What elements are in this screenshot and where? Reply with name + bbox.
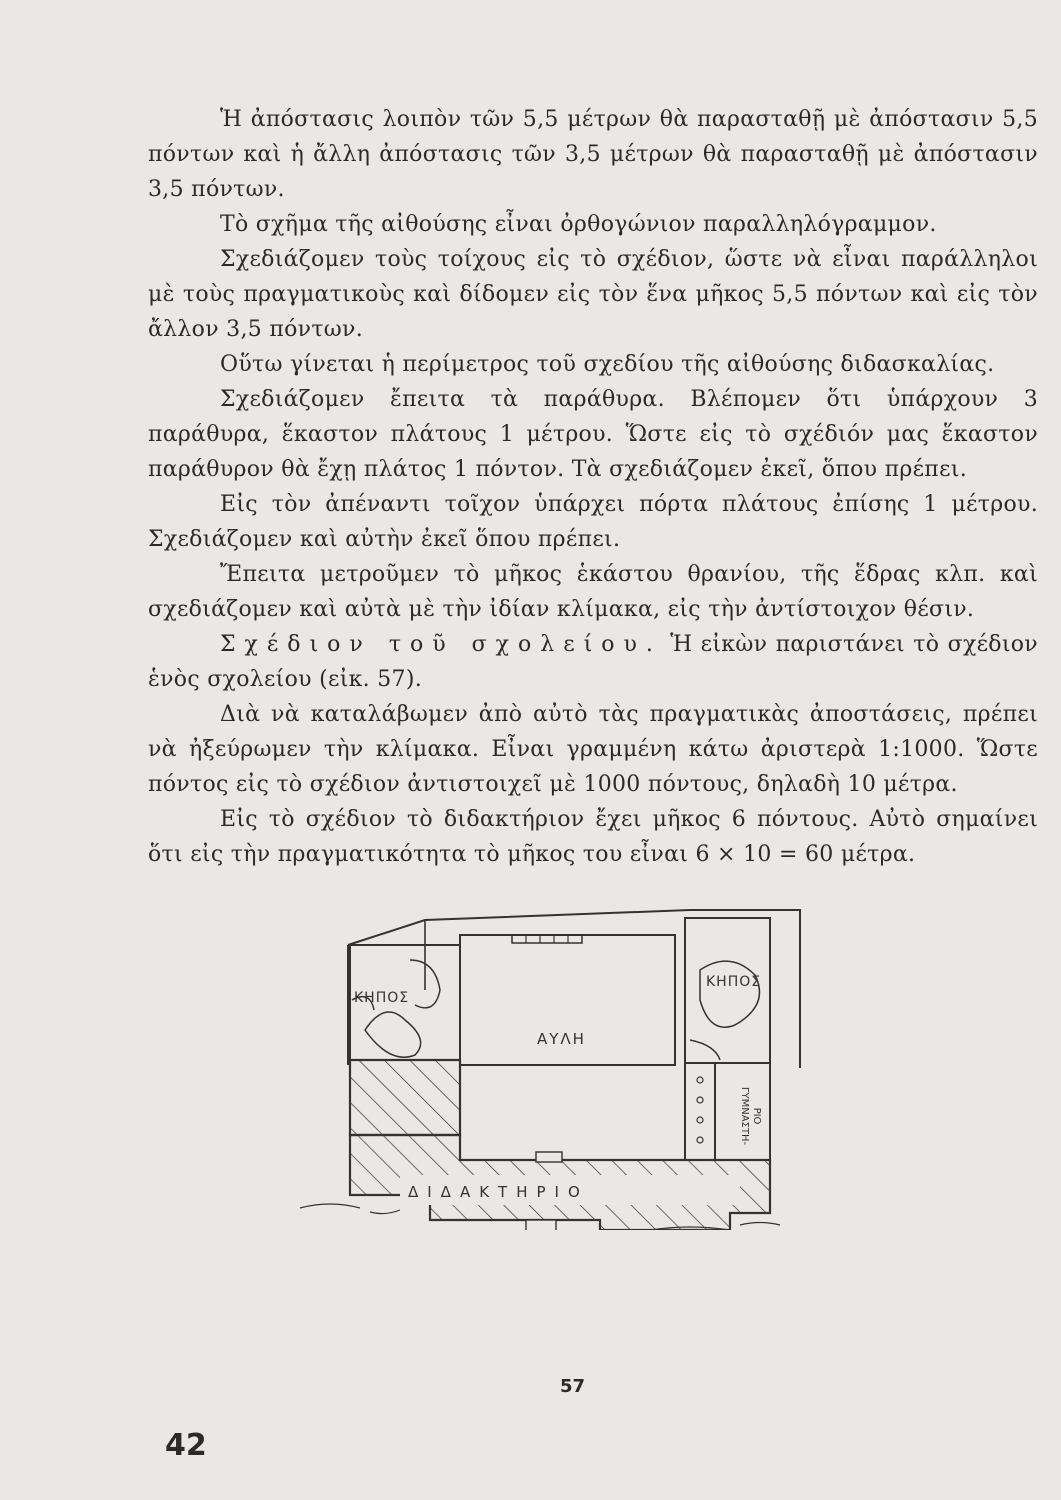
gymnasium-label: ΓΥΜΝΑΣΤΗ-: [739, 1086, 750, 1146]
section-heading: Σχέδιον τοῦ σχολείου.: [220, 632, 662, 657]
school-plan-figure: [290, 890, 810, 1230]
paragraph: Εἰς τὸν ἀπέναντι τοῖχον ὑπάρχει πόρτα πλάτους ἐπίσης 1 μέτρου. Σχεδιάζομεν καὶ αὐτὴν ἐκεῖ ὅπου πρέπει.: [148, 492, 1038, 552]
left-garden-label: ΚΗΠΟΣ: [354, 990, 410, 1006]
paragraph: Σχεδιάζομεν τοὺς τοίχους εἰς τὸ σχέδιον, ὥστε νὰ εἶναι παράλληλοι μὲ τοὺς πραγματικοὺς καὶ δίδομεν εἰς τὸν ἕνα μῆκος 5,5 πόντων καὶ εἰς τὸν ἄλλον 3,5 πόντων.: [148, 247, 1038, 342]
section-paragraph: [148, 627, 1038, 697]
paragraph: Ἡ ἀπόστασις λοιπὸν τῶν 5,5 μέτρων θὰ παρασταθῇ μὲ ἀπόστασιν 5,5 πόντων καὶ ἡ ἄλλη ἀπόστασις τῶν 3,5 μέτρων θὰ παρασταθῇ μὲ ἀπόστασιν 3,5 πόντων.: [148, 107, 1038, 202]
gymnasium-label: ΡΙΟ: [751, 1107, 762, 1125]
school-building-label: ΔΙΔΑΚΤΗΡΙΟ: [408, 1183, 589, 1201]
section-text: Ἡ εἰκὼν παριστάνει τὸ σχέδιον ἑνὸς σχολείου (εἰκ. 57).: [148, 632, 1038, 692]
right-garden-label: ΚΗΠΟΣ: [706, 974, 762, 990]
paragraph: Τὸ σχῆμα τῆς αἰθούσης εἶναι ὀρθογώνιον παραλληλόγραμμον.: [220, 212, 937, 237]
paragraph: Σχεδιάζομεν ἔπειτα τὰ παράθυρα. Βλέπομεν ὅτι ὑπάρχουν 3 παράθυρα, ἕκαστον πλάτους 1 μέτρου. Ὥστε εἰς τὸ σχέδιόν μας ἕκαστον παράθυρον θὰ ἔχῃ πλάτος 1 πόντον. Τὰ σχεδιάζομεν ἐκεῖ, ὅπου πρέπει.: [148, 387, 1038, 482]
paragraph: Ἔπειτα μετροῦμεν τὸ μῆκος ἑκάστου θρανίου, τῆς ἕδρας κλπ. καὶ σχεδιάζομεν καὶ αὐτὰ μὲ τὴν ἰδίαν κλίμακα, εἰς τὴν ἀντίστοιχον θέσιν.: [148, 562, 1038, 622]
courtyard-label: ΑΥΛΗ: [537, 1030, 586, 1048]
body-text: [148, 102, 1038, 872]
page-number: 42: [165, 1428, 207, 1463]
paragraph: Οὕτω γίνεται ἡ περίμετρος τοῦ σχεδίου τῆς αἰθούσης διδασκαλίας.: [220, 352, 995, 377]
left-wing: [350, 1060, 460, 1135]
figure-number: 57: [560, 1376, 586, 1397]
paragraph: Εἰς τὸ σχέδιον τὸ διδακτήριον ἔχει μῆκος 6 πόντους. Αὐτὸ σημαίνει ὅτι εἰς τὴν πραγματικότητα τὸ μῆκος του εἶναι 6 × 10 = 60 μέτρα.: [148, 807, 1038, 867]
paragraph: Διὰ νὰ καταλάβωμεν ἀπὸ αὐτὸ τὰς πραγματικὰς ἀποστάσεις, πρέπει νὰ ἠξεύρωμεν τὴν κλίμακα. Εἶναι γραμμένη κάτω ἀριστερὰ 1:1000. Ὥστε πόντος εἰς τὸ σχέδιον ἀντιστοιχεῖ μὲ 1000 πόντους, δηλαδὴ 10 μέτρα.: [148, 702, 1038, 797]
